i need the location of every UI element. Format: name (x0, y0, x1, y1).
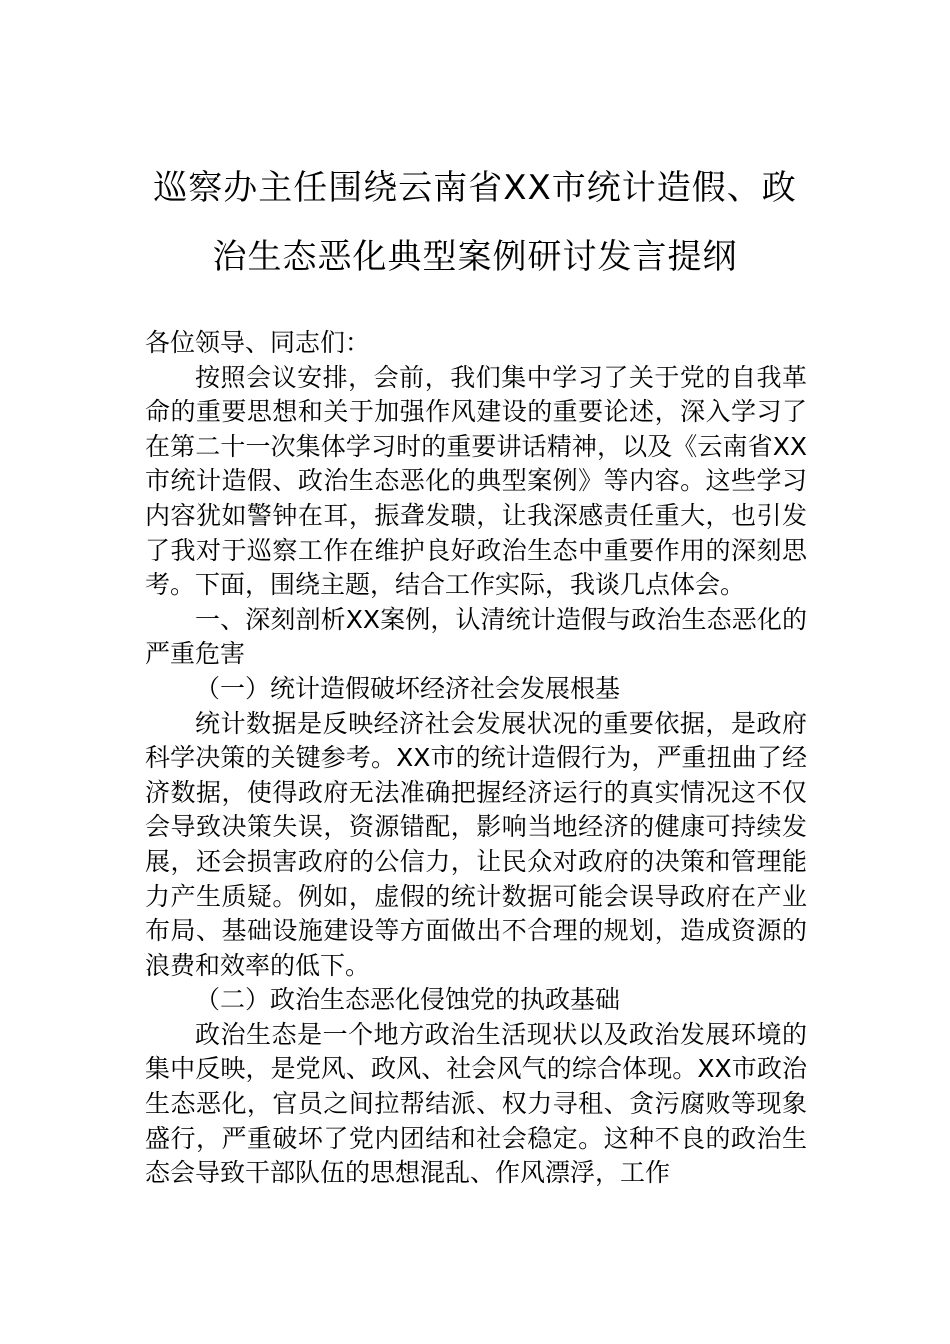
subsection-1-paragraph: 统计数据是反映经济社会发展状况的重要依据，是政府科学决策的关键参考。XX市的统计造假行为，严重扭曲了经济数据，使得政府无法准确把握经济运行的真实情况这不仅会导致决策失误，资源错配，影响当地经济的健康可持续发展，还会损害政府的公信力，让民众对政府的决策和管理能力产生质疑。例如，虚假的统计数据可能会误导政府在产业布局、基础设施建设等方面做出不合理的规划，造成资源的浪费和效率的低下。 (145, 708, 807, 980)
document-body (145, 326, 807, 1191)
document-title-line-1: 巡察办主任围绕云南省XX市统计造假、政 (153, 168, 797, 208)
intro-paragraph: 按照会议安排，会前，我们集中学习了关于党的自我革命的重要思想和关于加强作风建设的重要论述，深入学习了在第二十一次集体学习时的重要讲话精神，以及《云南省XX市统计造假、政治生态恶化的典型案例》等内容。这些学习内容犹如警钟在耳，振聋发聩，让我深感责任重大，也引发了我对于巡察工作在维护良好政治生态中重要作用的深刻思考。下面，围绕主题，结合工作实际，我谈几点体会。 (145, 362, 807, 600)
section-1-heading: 一、深刻剖析XX案例，认清统计造假与政治生态恶化的严重危害 (145, 604, 807, 669)
salutation: 各位领导、同志们： (145, 328, 371, 357)
subsection-2-heading: （二）政治生态恶化侵蚀党的执政基础 (195, 985, 621, 1015)
subsection-2-paragraph: 政治生态是一个地方政治生活现状以及政治发展环境的集中反映，是党风、政风、社会风气的综合体现。XX市政治生态恶化，官员之间拉帮结派、权力寻租、贪污腐败等现象盛行，严重破坏了党内团结和社会稳定。这种不良的政治生态会导致干部队伍的思想混乱、作风漂浮，工作 (145, 1019, 807, 1188)
subsection-1-heading: （一）统计造假破坏经济社会发展根基 (195, 673, 621, 703)
document-title-line-2: 治生态恶化典型案例研讨发言提纲 (212, 237, 738, 277)
